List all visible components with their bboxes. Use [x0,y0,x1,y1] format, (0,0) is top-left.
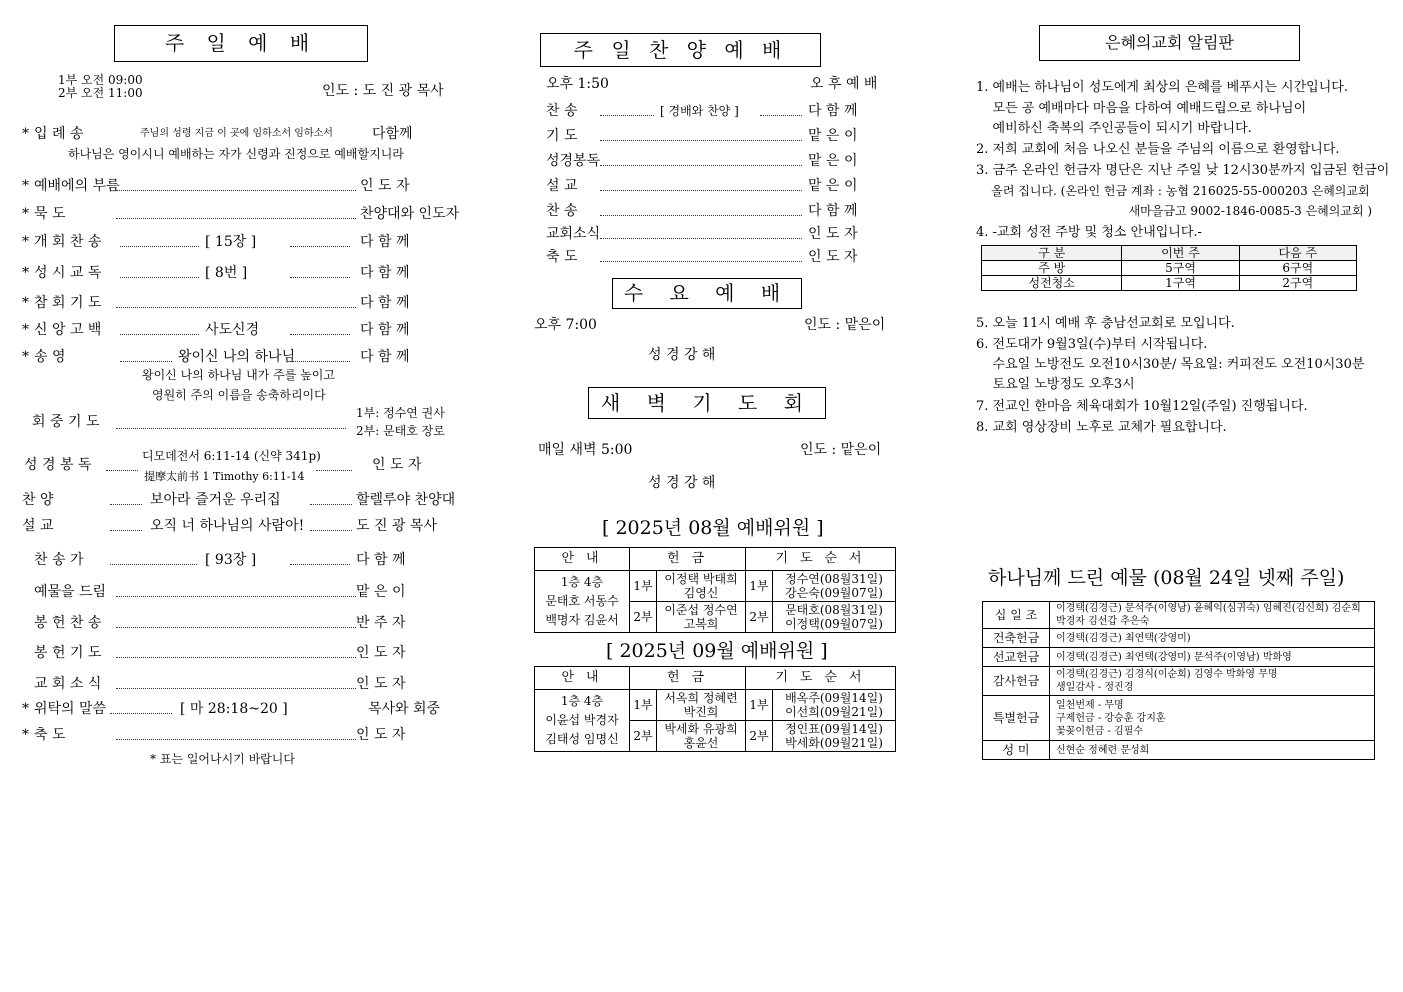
order-label: 위탁의 말씀 [34,701,107,717]
prayer-second: 2부: 문태호 장로 [356,424,445,438]
notice-line: 수요일 노방전도 오전10시30분/ 목요일: 커피전도 오전10시30분 [976,357,1365,372]
notice-line: 6. 전도대가 9월3일(수)부터 시작됩니다. [976,337,1208,352]
reading-ko: 디모데전서 6:11-14 (신약 341p) [142,449,321,463]
clean-r1c0: 성전청소 [982,276,1122,291]
offering-names: 일천번제 - 무명 구제헌금 - 강승훈 강지훈 꽃꽂이헌금 - 김필수 [1050,696,1375,741]
dotted-leader [120,334,199,335]
notice-line: 1. 예배는 하나님이 성도에게 최상의 은혜를 베푸시는 시간입니다. [976,80,1348,95]
order-label: 묵 도 [34,206,66,222]
offering-kind: 감사헌금 [983,667,1050,696]
dawn-title: 새 벽 기 도 회 [588,387,826,419]
worship-leader: 인도 : 도 진 광 목사 [322,83,444,99]
header-cell: 헌 금 [630,548,746,571]
offering-names: 신현순 정혜련 문성희 [1050,741,1375,760]
dotted-leader [116,739,356,740]
praise-label: 교회소식 [546,226,601,242]
guide-cell [535,690,630,752]
notice-line: 7. 전교인 한마음 체육대회가 10월12일(주일) 진행됩니다. [976,399,1308,414]
order-person: 인 도 자 [356,676,406,692]
notice-line: 모든 공 예배마다 마음을 다하여 예배드립으로 하나님이 [976,101,1307,116]
order-item: [ 93장 ] [205,552,257,568]
dotted-leader [110,530,142,531]
row-mark: * [22,322,29,338]
offering-row [983,696,1375,741]
notice-line: 8. 교회 영상장비 노후로 교체가 필요합니다. [976,420,1227,435]
order-label: 봉 헌 찬 송 [34,615,102,631]
header-cell: 안 내 [535,548,630,571]
clean-h1: 이번 주 [1122,246,1239,261]
order-label: 성 시 교 독 [34,265,102,281]
dotted-leader [110,713,172,714]
order-person: 찬양대와 인도자 [360,206,460,222]
row-mark: * [22,126,29,142]
order-person: 인 도 자 [356,645,406,661]
dotted-leader [310,530,352,531]
dotted-leader [600,238,802,239]
row-mark: * [22,295,29,311]
offering-row [983,629,1375,648]
guide-line: 1층 4층 [560,694,604,708]
dotted-leader [760,115,802,116]
prayer-first: 1부: 정수연 권사 [356,406,445,420]
order-person: 다함께 [372,126,413,142]
offering-names: 이경택(김경근) 김경식(이순희) 김영수 박화영 무명 생일감사 - 정진경 [1050,667,1375,696]
dotted-leader [116,596,356,597]
offering-kind: 건축헌금 [983,629,1050,648]
notice-line: 올려 집니다. (온라인 헌금 계좌 : 농협 216025-55-000203 은혜의교회 [976,184,1370,198]
order-item: 왕이신 나의 하나님 [178,349,296,365]
order-item: 보아라 즐거운 우리집 [150,492,281,508]
row-mark: * [22,349,29,365]
reading-en: 提摩太前书 1 Timothy 6:11-14 [144,470,305,483]
dotted-leader [116,190,356,191]
row-mark: * [22,178,29,194]
order-person: 다 함 께 [360,295,410,311]
prayer-names: 정인표(09월14일) 박세화(09월21일) [773,721,896,752]
offering-kind: 특별헌금 [983,696,1050,741]
order-label: 설 교 [22,518,54,534]
header-cell: 기 도 순 서 [746,667,896,690]
praise-worship-title: 주 일 찬 양 예 배 [540,33,821,67]
guide-line: 1층 4층 [560,575,604,589]
dotted-leader [600,165,802,166]
order-label: 입 례 송 [34,126,84,142]
reading-label: 성 경 봉 독 [24,457,92,473]
dotted-leader [106,470,138,471]
order-label: 개 회 찬 송 [34,234,102,250]
order-person: 할렐루야 찬양대 [356,492,456,508]
notice-line: 예비하신 축복의 주인공들이 되시기 바랍니다. [976,121,1252,136]
wednesday-title: 수 요 예 배 [612,278,802,309]
dotted-leader [600,261,802,262]
dotted-leader [290,277,350,278]
praise-person: 맡 은 이 [808,178,858,194]
dotted-leader [120,361,172,362]
guide-line: 백명자 김윤서 [545,613,619,627]
dotted-leader [120,246,199,247]
scripture-verse: 하나님은 영이시니 예배하는 자가 신령과 진정으로 예배할지니라 [68,147,404,161]
offering-part: 2부 [630,721,657,752]
clean-r0c1: 5구역 [1122,261,1239,276]
row-mark: * [22,727,29,743]
offering-row [983,602,1375,629]
prayer-names: 정수연(08월31일) 강은숙(09월07일) [773,571,896,602]
clean-r0c0: 주 방 [982,261,1122,276]
prayer-names: 문태호(08월31일) 이정택(09월07일) [773,602,896,633]
order-person: 맡 은 이 [356,584,406,600]
guide-line: 김태성 임명신 [545,732,619,746]
dotted-leader [116,428,346,429]
dotted-leader [600,140,802,141]
dotted-leader [110,504,142,505]
order-label: 예물을 드림 [34,584,107,600]
order-label: 송 영 [34,349,66,365]
offering-row [983,741,1375,760]
praise-label: 찬 송 [546,203,578,219]
clean-h0: 구 분 [982,246,1122,261]
order-label: 교 회 소 식 [34,676,102,692]
aug-committee-table [534,547,896,633]
order-label: 참 회 기 도 [34,295,102,311]
sunday-worship-title: 주 일 예 배 [114,25,368,62]
order-person: 인 도 자 [360,178,410,194]
order-item: 주님의 성령 지금 이 곳에 임하소서 임하소서 [140,128,333,139]
praise-person: 맡 은 이 [808,153,858,169]
header-cell: 헌 금 [630,667,746,690]
order-person: 다 함 께 [360,265,410,281]
praise-person: 맡 은 이 [808,128,858,144]
dotted-leader [290,246,350,247]
offering-names: 이경택(김경근) 최연택(강영미) 문석주(이영남) 박화영 [1050,648,1375,667]
order-label: 찬 송 가 [34,552,84,568]
praise-person: 다 함 께 [808,203,858,219]
header-row [535,548,896,571]
committee-row [535,690,896,721]
order-label: 축 도 [34,727,66,743]
guide-line: 이윤섭 박경자 [545,713,619,727]
order-label: 예배에의 부름 [34,178,120,194]
praise-time-note: 오 후 예 배 [810,76,878,92]
dotted-leader [600,215,802,216]
order-person: 인 도 자 [356,727,406,743]
dotted-leader [116,627,356,628]
order-item: 사도신경 [205,322,260,338]
praise-label: 설 교 [546,178,578,194]
offering-names: 이경택(김경근) 문석주(이영남) 윤혜익(심귀숙) 임혜진(김신희) 김순희 박경자 김선갑 추은숙 [1050,602,1375,629]
dotted-leader [116,218,356,219]
offering-kind: 십 일 조 [983,602,1050,629]
praise-time: 오후 1:50 [546,76,609,92]
song-line-1: 왕이신 나의 하나님 내가 주를 높이고 [142,368,335,382]
order-item: [ 8번 ] [205,265,248,281]
row-mark: * [22,234,29,250]
guide-cell [535,571,630,633]
offering-title: 하나님께 드린 예물 (08월 24일 넷째 주일) [988,567,1345,589]
order-person: 다 함 께 [356,552,406,568]
prayer-names: 배옥주(09월14일) 이선희(09월21일) [773,690,896,721]
song-line-2: 영원히 주의 이름을 송축하리이다 [152,388,326,402]
header-cell: 기 도 순 서 [746,548,896,571]
order-item: 오직 너 하나님의 사람아! [150,518,305,534]
clean-h2: 다음 주 [1239,246,1356,261]
cleaning-table [981,245,1357,291]
reading-person: 인 도 자 [372,457,422,473]
offering-names: 이정택 박태희 김영신 [657,571,746,602]
notice-board-title: 은혜의교회 알림판 [1039,25,1300,61]
dotted-leader [290,334,350,335]
offering-names: 서옥희 정혜련 박진희 [657,690,746,721]
praise-person: 다 함 께 [808,103,858,119]
dawn-leader: 인도 : 맡은이 [800,442,882,458]
notice-line: 토요일 노방정도 오후3시 [976,377,1135,392]
notice-line: 4. -교회 성전 주방 및 청소 안내입니다.- [976,225,1202,240]
offering-kind: 성 미 [983,741,1050,760]
dawn-subject: 성 경 강 해 [648,475,716,491]
prayer-part: 2부 [746,602,773,633]
notice-line: 새마을금고 9002-1846-0085-3 은혜의교회 ) [976,204,1373,218]
offering-part: 1부 [630,690,657,721]
order-person: 다 함 께 [360,349,410,365]
order-person: 도 진 광 목사 [356,518,437,534]
sep-title: [ 2025년 09월 예배위원 ] [606,640,828,662]
notice-line: 5. 오늘 11시 예배 후 충남선교회로 모입니다. [976,316,1235,331]
praise-person: 인 도 자 [808,249,858,265]
notice-line: 2. 저희 교회에 처음 나오신 분들을 주님의 이름으로 환영합니다. [976,142,1340,157]
offering-part: 2부 [630,602,657,633]
row-mark: * [22,701,29,717]
order-person: 다 함 께 [360,234,410,250]
order-item: [ 마 28:18~20 ] [180,701,288,717]
prayer-part: 1부 [746,690,773,721]
dawn-time: 매일 새벽 5:00 [538,442,633,458]
service-time-2: 2부 오전 11:00 [58,86,143,100]
dotted-leader [310,504,352,505]
dotted-leader [116,688,356,689]
dotted-leader [316,470,352,471]
offering-row [983,648,1375,667]
prayer-part: 1부 [746,571,773,602]
praise-label: 성경봉독 [546,153,601,169]
praise-item: [ 경배와 찬양 ] [660,104,739,118]
order-person: 목사와 회중 [368,701,441,717]
notice-line: 3. 금주 온라인 헌금자 명단은 지난 주일 낮 12시30분까지 입금된 헌금이 [976,163,1390,178]
footnote: * 표는 일어나시기 바랍니다 [150,752,295,766]
wednesday-time: 오후 7:00 [534,317,597,333]
order-person: 반 주 자 [356,615,406,631]
order-person: 다 함 께 [360,322,410,338]
dotted-leader [600,115,654,116]
order-item: [ 15장 ] [205,234,257,250]
offering-part: 1부 [630,571,657,602]
praise-label: 기 도 [546,128,578,144]
guide-line: 문태호 서동수 [545,594,619,608]
order-label: 신 앙 고 백 [34,322,102,338]
order-label: 봉 헌 기 도 [34,645,102,661]
aug-title: [ 2025년 08월 예배위원 ] [602,517,824,539]
praise-label: 축 도 [546,249,578,265]
offering-kind: 선교헌금 [983,648,1050,667]
wednesday-subject: 성 경 강 해 [648,347,716,363]
committee-row [535,571,896,602]
offering-names: 이경택(김경근) 최연택(강영미) [1050,629,1375,648]
dotted-leader [290,564,350,565]
wednesday-leader: 인도 : 맡은이 [804,317,886,333]
offering-names: 이준섭 정수연 고복희 [657,602,746,633]
header-row [535,667,896,690]
order-label: 찬 양 [22,492,54,508]
praise-person: 인 도 자 [808,226,858,242]
offering-names: 박세화 유광희 홍윤선 [657,721,746,752]
row-mark: * [22,265,29,281]
row-mark: * [22,206,29,222]
service-time-1: 1부 오전 09:00 [58,73,143,87]
offering-row [983,667,1375,696]
dotted-leader [116,307,356,308]
prayer-part: 2부 [746,721,773,752]
header-cell: 안 내 [535,667,630,690]
dotted-leader [116,657,356,658]
clean-r1c2: 2구역 [1239,276,1356,291]
clean-r0c2: 6구역 [1239,261,1356,276]
offering-table [982,601,1375,760]
dotted-leader [110,564,197,565]
sep-committee-table [534,666,896,752]
dotted-leader [600,190,802,191]
praise-label: 찬 송 [546,103,578,119]
dotted-leader [290,361,350,362]
prayer-label: 회 중 기 도 [32,414,100,430]
clean-r1c1: 1구역 [1122,276,1239,291]
dotted-leader [120,277,199,278]
